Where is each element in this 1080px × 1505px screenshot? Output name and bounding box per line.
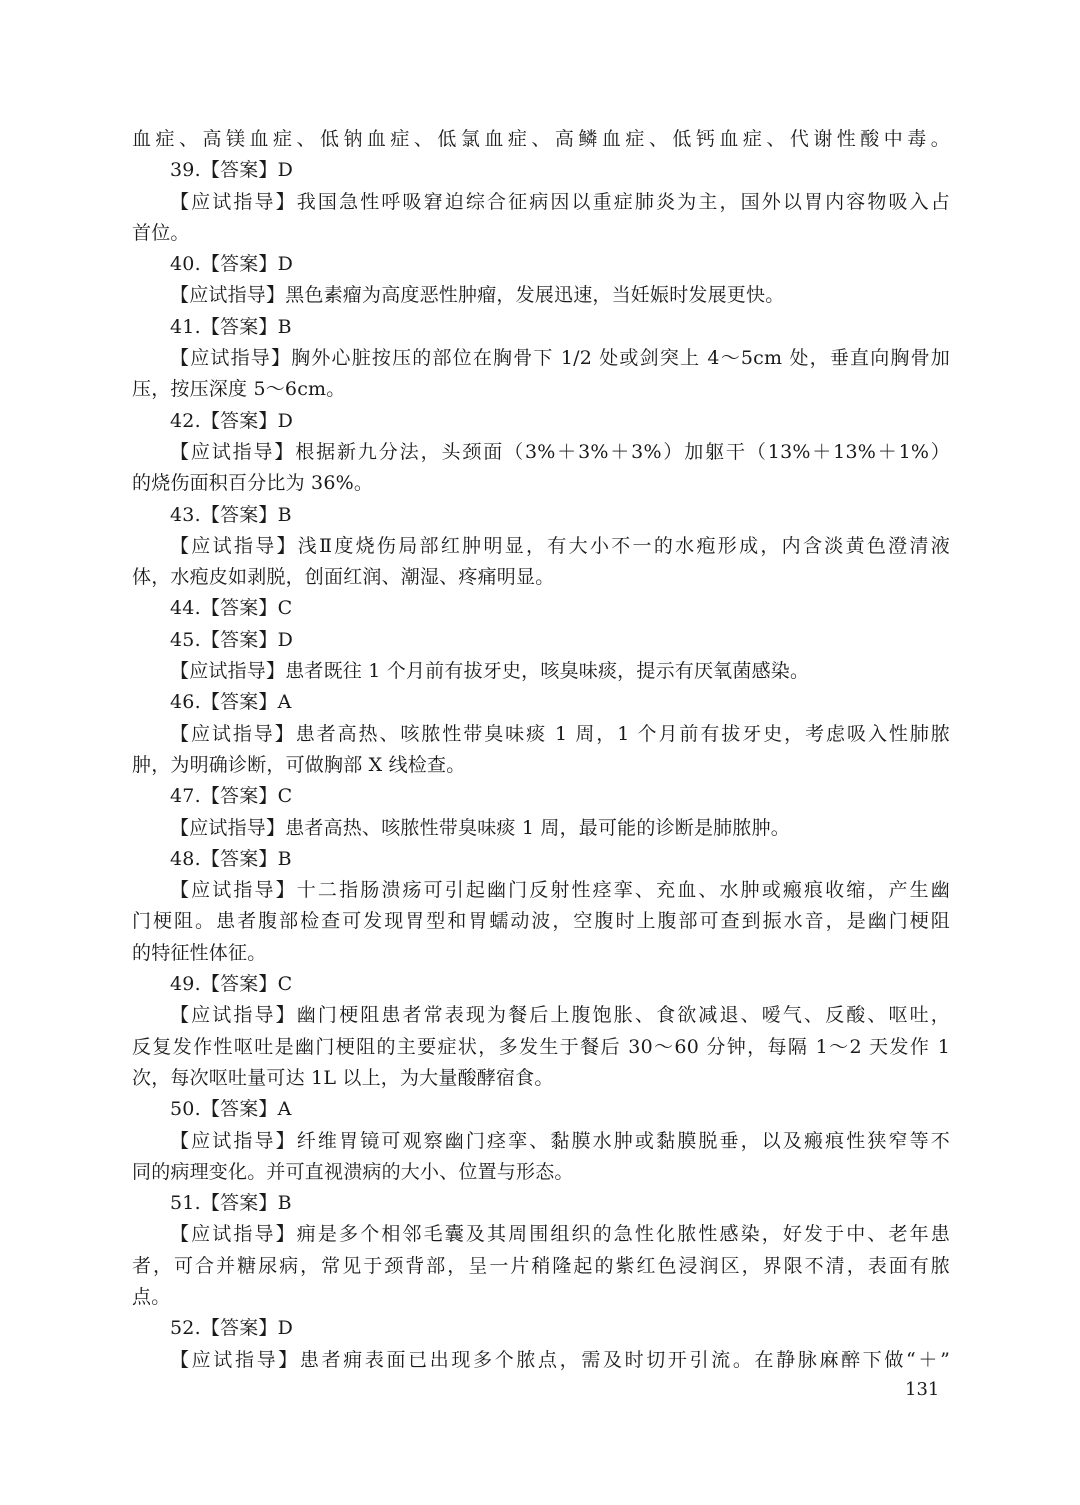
text-line: 压，按压深度 5～6cm。 [132,378,346,401]
text-line: 门梗阻。患者腹部检查可发现胃型和胃蠕动波，空腹时上腹部可查到振水音，是幽门梗阻 [132,910,950,933]
answer-line: 50.【答案】A [170,1098,292,1121]
guidance-line: 【应试指导】浅Ⅱ度烧伤局部红肿明显，有大小不一的水疱形成，内含淡黄色澄清液 [170,534,950,557]
guidance-line: 【应试指导】患者既往 1 个月前有拔牙史，咳臭味痰，提示有厌氧菌感染。 [170,660,810,683]
text-line: 肿，为明确诊断，可做胸部 X 线检查。 [132,753,466,776]
answer-line: 45.【答案】D [170,628,294,651]
guidance-line: 【应试指导】患者痈表面已出现多个脓点，需及时切开引流。在静脉麻醉下做“＋” [170,1348,950,1371]
answer-line: 46.【答案】A [170,691,292,714]
text-line: 血症、高镁血症、低钠血症、低氯血症、高鳞血症、低钙血症、代谢性酸中毒。 [132,128,950,150]
text-line: 同的病理变化。并可直视溃病的大小、位置与形态。 [132,1160,574,1183]
document-page [132,124,950,1376]
answer-line: 44.【答案】C [170,597,293,620]
answer-line: 49.【答案】C [170,973,293,996]
text-line: 反复发作性呕吐是幽门梗阻的主要症状，多发生于餐后 30～60 分钟，每隔 1～2 天发作 1 [132,1035,950,1058]
guidance-line: 【应试指导】痈是多个相邻毛囊及其周围组织的急性化脓性感染，好发于中、老年患 [170,1223,950,1246]
text-line: 者，可合并糖尿病，常见于颈背部，呈一片稍隆起的紫红色浸润区，界限不清，表面有脓 [132,1254,950,1277]
guidance-line: 【应试指导】纤维胃镜可观察幽门痉挛、黏膜水肿或黏膜脱垂，以及瘢痕性狭窄等不 [170,1129,950,1152]
guidance-line: 【应试指导】我国急性呼吸窘迫综合征病因以重症肺炎为主，国外以胃内容物吸入占 [170,190,950,213]
answer-line: 42.【答案】D [170,409,294,432]
answer-line: 43.【答案】B [170,503,292,526]
guidance-line: 【应试指导】黑色素瘤为高度恶性肿瘤，发展迅速，当妊娠时发展更快。 [170,284,785,307]
guidance-line: 【应试指导】胸外心脏按压的部位在胸骨下 1/2 处或剑突上 4～5cm 处，垂直向胸骨加 [170,347,950,370]
answer-line: 41.【答案】B [170,315,292,338]
text-line: 点。 [132,1285,171,1308]
text-line: 首位。 [132,221,190,244]
answer-line: 52.【答案】D [170,1317,294,1340]
guidance-line: 【应试指导】根据新九分法，头颈面（3%＋3%＋3%）加躯干（13%＋13%＋1%） [170,440,950,463]
answer-line: 48.【答案】B [170,847,292,870]
guidance-line: 【应试指导】十二指肠溃疡可引起幽门反射性痉挛、充血、水肿或瘢痕收缩，产生幽 [170,879,950,902]
answer-line: 47.【答案】C [170,785,293,808]
text-line: 的烧伤面积百分比为 36%。 [132,472,374,495]
answer-line: 40.【答案】D [170,253,294,276]
guidance-line: 【应试指导】患者高热、咳脓性带臭味痰 1 周，1 个月前有拔牙史，考虑吸入性肺脓 [170,722,950,745]
text-line: 体，水疱皮如剥脱，创面红润、潮湿、疼痛明显。 [132,566,555,589]
guidance-line: 【应试指导】患者高热、咳脓性带臭味痰 1 周，最可能的诊断是肺脓肿。 [170,816,790,839]
text-line: 次，每次呕吐量可达 1L 以上，为大量酸酵宿食。 [132,1066,554,1089]
answer-line: 39.【答案】D [170,159,294,182]
page-number: 131 [905,1379,940,1400]
text-line: 的特征性体征。 [132,941,267,964]
guidance-line: 【应试指导】幽门梗阻患者常表现为餐后上腹饱胀、食欲减退、嗳气、反酸、呕吐， [170,1004,950,1027]
answer-line: 51.【答案】B [170,1192,292,1215]
